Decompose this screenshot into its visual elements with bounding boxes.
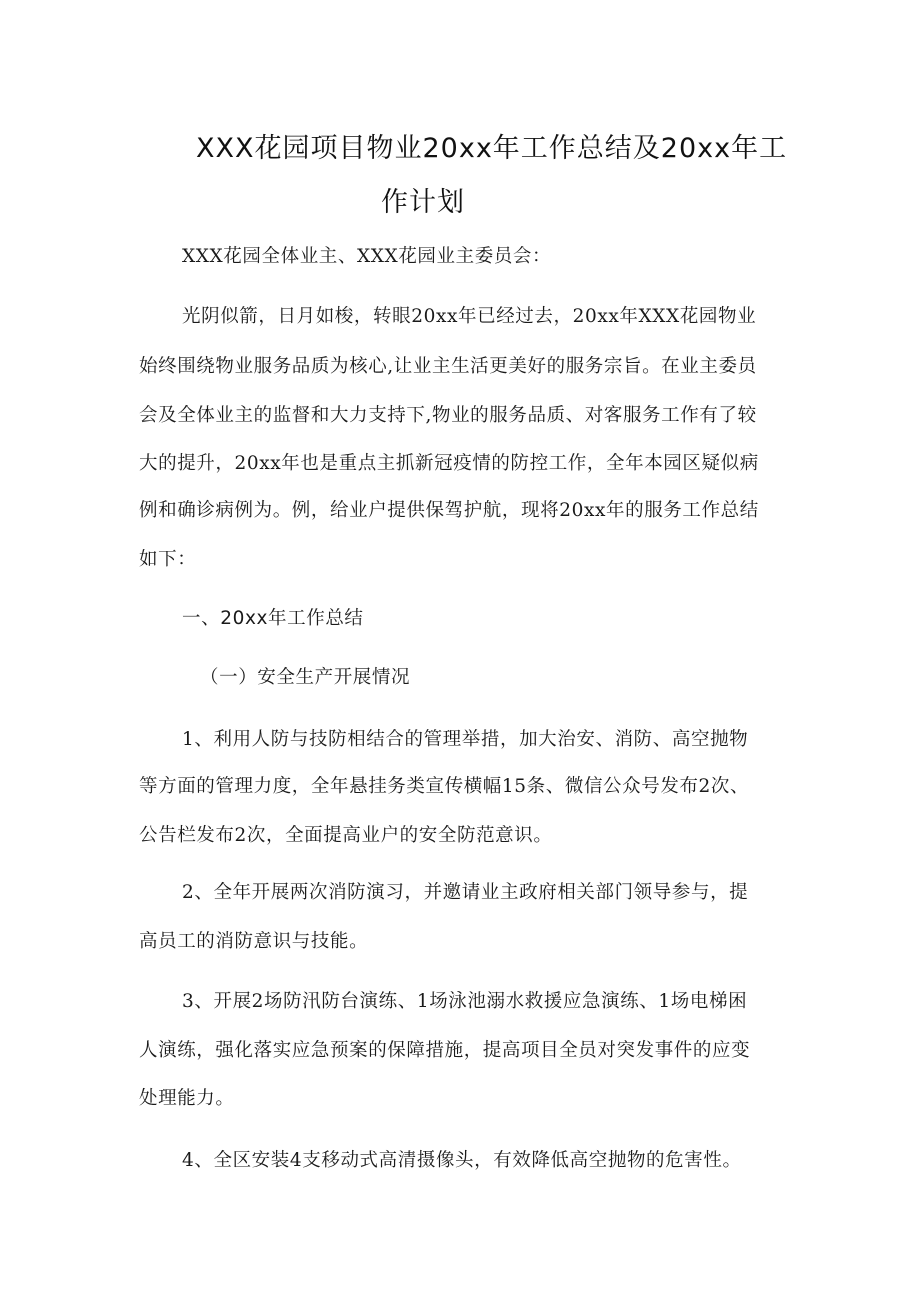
intro-line: 始终围绕物业服务品质为核心,让业主生活更美好的服务宗旨。在业主委员: [139, 356, 757, 377]
intro-line: 例和确诊病例为。例，给业户提供保驾护航，现将20xx年的服务工作总结: [139, 500, 759, 521]
section-heading: 一、20xx年工作总结: [182, 608, 364, 629]
item-4-line: 4、全区安装4支移动式高清摄像头，有效降低高空抛物的危害性。: [182, 1150, 742, 1171]
item-3-line: 处理能力。: [139, 1088, 235, 1109]
item-2-line: 2、全年开展两次消防演习，并邀请业主政府相关部门领导参与，提: [182, 882, 749, 903]
subsection-heading: （一）安全生产开展情况: [200, 667, 411, 688]
item-1-line: 公告栏发布2次，全面提高业户的安全防范意识。: [139, 825, 553, 846]
salutation: XXX花园全体业主、XXX花园业主委员会：: [182, 246, 552, 267]
intro-line: 光阴似箭，日月如梭，转眼20xx年已经过去，20xx年XXX花园物业: [182, 306, 757, 327]
item-1-line: 等方面的管理力度，全年悬挂务类宣传横幅15条、微信公众号发布2次、: [139, 776, 750, 797]
item-3-line: 人演练，强化落实应急预案的保障措施，提高项目全员对突发事件的应变: [139, 1040, 751, 1061]
intro-line: 会及全体业主的监督和大力支持下,物业的服务品质、对客服务工作有了较: [139, 405, 757, 426]
document-title-line-1: XXX花园项目物业20xx年工作总结及20xx年工: [196, 133, 788, 164]
item-1-line: 1、利用人防与技防相结合的管理举措，加大治安、消防、高空抛物: [182, 729, 749, 750]
item-2-line: 高员工的消防意识与技能。: [139, 931, 369, 952]
intro-line: 如下：: [139, 549, 197, 570]
intro-line: 大的提升，20xx年也是重点主抓新冠疫情的防控工作，全年本园区疑似病: [139, 453, 759, 474]
document-title-line-2: 作计划: [381, 187, 465, 218]
item-3-line: 3、开展2场防汛防台演练、1场泳池溺水救援应急演练、1场电梯困: [182, 991, 748, 1012]
